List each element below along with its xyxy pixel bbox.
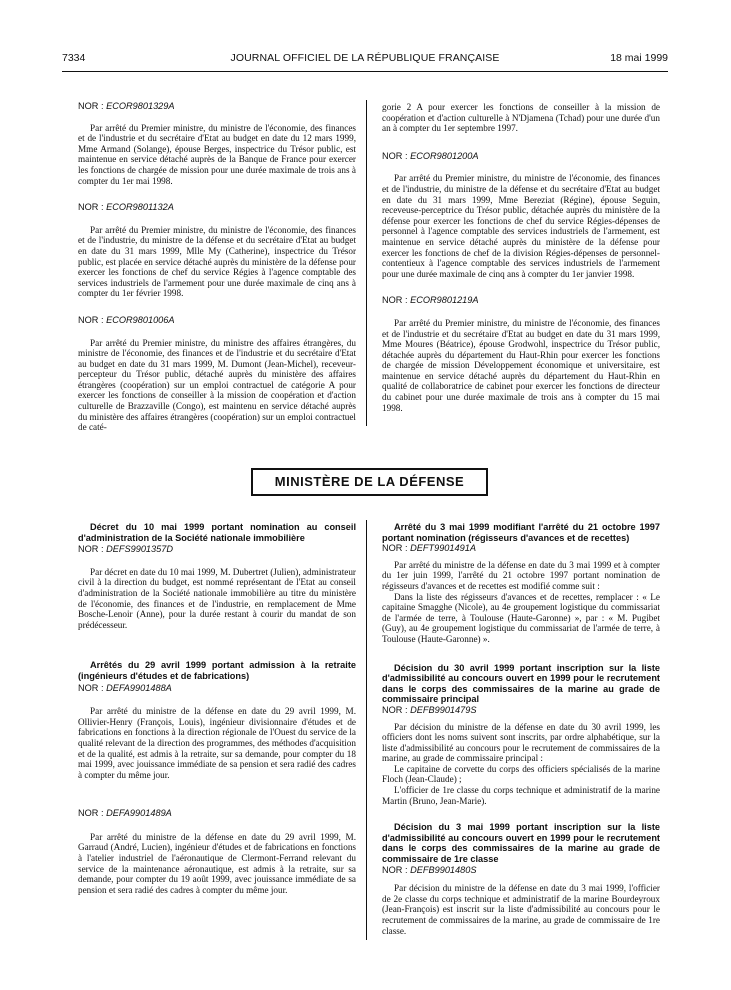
nor-line: NOR : DEFT9901491A <box>382 543 476 554</box>
decree-title: Arrêtés du 29 avril 1999 portant admission à la retraite (ingénieurs d'études et de fabrications) <box>78 660 356 681</box>
nor-code: DEFA9901488A <box>106 682 172 693</box>
decree-title: Arrêté du 3 mai 1999 modifiant l'arrêté du 21 octobre 1997 portant nomination (régisseurs d'avances et de recettes) <box>382 522 660 543</box>
decree-text: Par arrêté du ministre de la défense en date du 29 avril 1999, M. Garraud (André, Lucien), ingénieur d'études et de fabrications en fonctions à l'atelier industriel de l'aéronautique de Clermont-Ferrand relevant du service de la maintenance aéronautique, est admis à la retraite, sur sa demande, pour compter du 19 août 1999, avec jouissance immédiate de sa pension et sera radié des cadres à compter du même jour. <box>78 831 356 895</box>
decree <box>78 660 356 780</box>
notice-text: Par arrêté du Premier ministre, du ministre des affaires étrangères, du ministre de l'économie, des finances et de l'industrie et du secrétaire d'Etat au budget en date du 31 mars 1999, M. Dumont (Jean-Michel), receveur-percepteur du Trésor public, détaché auprès du ministère des affaires étrangères (coopération) sur un emploi contractuel de catégorie A pour exercer les fonctions de conseiller à la mission de coopération et d'action culturelle de Brazzaville (Congo), est maintenu en service détaché auprès du ministère des affaires étrangères (coopération) sur un emploi contractuel de caté- <box>78 337 356 433</box>
decree <box>382 822 660 936</box>
bottom-left-column <box>78 522 356 895</box>
nor-line: NOR : DEFB9901480S <box>382 864 477 875</box>
nor-code: DEFB9901479S <box>410 704 477 715</box>
decree-text: L'officier de 1re classe du corps technique et administratif de la marine Martin (Bruno, Jean-Marie). <box>382 785 660 806</box>
nor-line: NOR : ECOR9801132A <box>78 202 174 213</box>
decree-text: Par arrêté du ministre de la défense en date du 29 avril 1999, M. Ollivier-Henry (François, Louis), ingénieur divisionnaire d'études et de fabrications en fonctions à la direction régionale de l'Ouest du service de la qualité relevant de la direction des programmes, des méthodes d'acquisition et de la qualité, est admis à la retraite, sur sa demande, pour compter du 18 mai 1999, avec jouissance immédiate de sa pension et sera radié des cadres à compter du même jour. <box>78 706 356 780</box>
decree-title: Décision du 30 avril 1999 portant inscription sur la liste d'admissibilité au concours ouvert en 1999 pour le recrutement dans le corps des commissaires de la marine au grade de commissaire principal <box>382 662 660 705</box>
column-divider-bottom <box>366 520 367 940</box>
decree-title: Décret du 10 mai 1999 portant nomination au conseil d'administration de la Société nationale immobilière <box>78 522 356 543</box>
notice-text: Par arrêté du Premier ministre, du ministre de l'économie, des finances et de l'industrie et du secrétaire d'Etat au budget en date du 31 mars 1999, Mme Moures (Béatrice), épouse Grodwohl, inspectrice du Trésor public, détachée auprès du département du Haut-Rhin pour exercer les fonctions de chargée de mission Développement économique et universitaire, est maintenue en service détaché auprès du département du Haut-Rhin en qualité de collaboratrice de cabinet pour exercer les fonctions de directeur du cabinet pour une durée maximale de trois ans à compter du 15 mai 1998. <box>382 317 660 413</box>
top-left-column <box>78 101 356 433</box>
decree-text: Dans la liste des régisseurs d'avances et de recettes, remplacer : « Le capitaine Smagghe (Nicole), au 4e groupement logistique du commissariat de l'armée de terre, à Toulouse (Haute-Garonne) », par : « M. Pugibet (Guy), au 4e groupement logistique du commissariat de l'armée de terre, à Toulouse (Haute-Garonne) ». <box>382 591 660 644</box>
nor-code: DEFT9901491A <box>410 543 476 554</box>
decree <box>382 663 660 807</box>
decree-text: Le capitaine de corvette du corps des officiers spécialisés de la marine Floch (Jean-Claude) ; <box>382 763 660 785</box>
decree-text: Par arrêté du ministre de la défense en date du 3 mai 1999 et à compter du 1er juin 1999, l'arrêté du 21 octobre 1997 portant nomination de régisseurs d'avances et de recettes est modifié comme suit : <box>382 559 660 591</box>
bottom-right-column <box>382 522 660 936</box>
decree <box>78 522 356 630</box>
decree-text: Par décision du ministre de la défense en date du 3 mai 1999, l'officier de 2e classe du corps technique et administratif de la marine Bourdeyroux (Jean-François) est inscrit sur la liste d'admissibilité au concours pour le recrutement de commissaires de la marine, au grade de commissaire de 1re classe. <box>382 883 660 936</box>
ministry-heading: MINISTÈRE DE LA DÉFENSE <box>251 468 488 496</box>
nor-line: NOR : DEFA9901489A <box>78 808 172 819</box>
top-right-column <box>382 102 660 413</box>
nor-line: NOR : ECOR9801200A <box>382 150 479 161</box>
notice-text: Par arrêté du Premier ministre, du ministre de l'économie, des finances et de l'industrie, du ministre de la défense et du secrétaire d'Etat au budget en date du 31 mars 1999, Mme Bereziat (Régine), épouse Seguin, receveuse-perceptrice du Trésor public, détachée auprès du ministère de la défense pour exercer les fonctions de chef du service Régies-dépenses de personnel à l'agence comptable des services industriels de l'armement, est maintenue en service détaché auprès du ministère de la défense pour exercer les fonctions de chef de la division Régies-dépenses de personnel-contentieux à l'agence comptable des services industriels de l'armement pour une durée maximale de cinq ans à compter du 1er janvier 1998. <box>382 173 660 279</box>
journal-title: JOURNAL OFFICIEL DE LA RÉPUBLIQUE FRANÇAISE <box>230 52 500 64</box>
nor-code: DEFS9901357D <box>106 544 173 555</box>
nor-code: DEFA9901489A <box>106 808 172 819</box>
nor-code: DEFB9901480S <box>410 864 477 875</box>
notice-text: Par arrêté du Premier ministre, du ministre de l'économie, des finances et de l'industrie et du secrétaire d'Etat au budget en date du 12 mars 1999, Mme Armand (Solange), épouse Berges, inspectrice du Trésor public, est maintenue en service détaché auprès de la Banque de France pour exercer les fonctions de chargée de mission pour une durée maximale de trois ans à compter du 1er mai 1998. <box>78 122 356 186</box>
nor-code: ECOR9801132A <box>106 202 174 213</box>
notice <box>78 315 356 433</box>
nor-line: NOR : ECOR9801006A <box>78 314 175 325</box>
notice <box>78 101 356 186</box>
decree-text: Par décision du ministre de la défense en date du 30 avril 1999, les officiers dont les noms suivent sont inscrits, par ordre alphabétique, sur la liste d'admissibilité au concours pour le recrutement de commissaires de la marine, au grade de commissaire principal : <box>382 721 660 764</box>
nor-line: NOR : DEFB9901479S <box>382 704 477 715</box>
page-number: 7334 <box>62 52 86 64</box>
header-rule <box>62 71 668 72</box>
nor-line: NOR : ECOR9801329A <box>78 101 175 111</box>
decree <box>382 522 660 645</box>
notice <box>382 295 660 413</box>
decree-text: Par décret en date du 10 mai 1999, M. Dubertret (Julien), administrateur civil à la direction du budget, est nommé représentant de l'Etat au conseil d'administration de la Société nationale immobilière au titre du ministère de l'économie, des finances et de l'industrie, en remplacement de Mme Bosche-Lenoir (Anne), pour la durée restant à courir du mandat de son prédécesseur. <box>78 566 356 630</box>
nor-code: ECOR9801200A <box>410 150 479 161</box>
notice <box>382 151 660 280</box>
nor-code: ECOR9801219A <box>410 295 479 306</box>
nor-code: ECOR9801006A <box>106 314 175 325</box>
column-divider-top <box>366 100 367 426</box>
nor-code: ECOR9801329A <box>106 101 175 111</box>
nor-line: NOR : DEFA9901488A <box>78 682 172 693</box>
continuation-text: gorie 2 A pour exercer les fonctions de conseiller à la mission de coopération et d'action culturelle à N'Djamena (Tchad) pour une durée d'un an à compter du 1er septembre 1997. <box>382 102 660 134</box>
nor-line: NOR : DEFS9901357D <box>78 544 173 555</box>
nor-line: NOR : ECOR9801219A <box>382 295 479 306</box>
page-header <box>62 52 668 66</box>
decree-title: Décision du 3 mai 1999 portant inscription sur la liste d'admissibilité au concours ouvert en 1999 pour le recrutement dans le corps des commissaires de la marine au grade de commissaire de 1re classe <box>382 822 660 865</box>
issue-date: 18 mai 1999 <box>610 52 668 64</box>
notice <box>78 202 356 299</box>
notice-text: Par arrêté du Premier ministre, du ministre de l'économie, des finances et de l'industrie, du ministre de la défense et du secrétaire d'Etat au budget en date du 31 mars 1999, Mlle My (Catherine), inspectrice du Trésor public, est placée en service détaché auprès du ministère de la défense pour exercer les fonctions de chef du service Régies à l'agence comptable des services industriels de l'armement pour une durée maximale de cinq ans à compter du 1er février 1998. <box>78 224 356 299</box>
decree <box>78 808 356 895</box>
